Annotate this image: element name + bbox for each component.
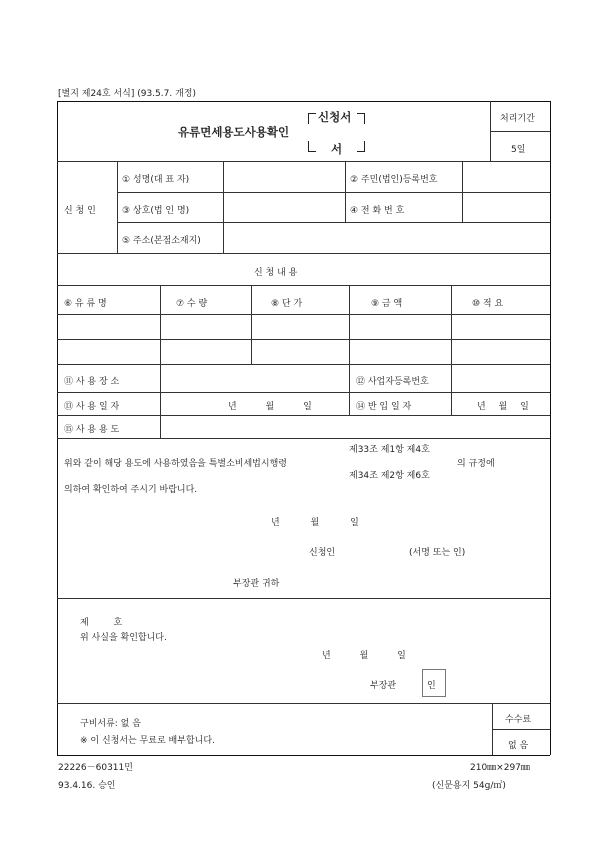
- processing-period-label: 처리기간: [500, 114, 535, 124]
- use-place-label: ⑪ 사 용 장 소: [64, 377, 120, 387]
- body-clause-2: 제34조 제2항 제6호: [349, 471, 430, 481]
- field-name-label: ① 성명(대 표 자): [122, 175, 190, 185]
- field-address-label: ⑤ 주소(본점소재지): [122, 236, 201, 246]
- bracket-bottom-left: [308, 141, 316, 152]
- confirm-number: 제 호: [80, 618, 123, 628]
- paper-type: (신문용지 54g/㎡): [432, 781, 506, 791]
- use-date-value: 년 월 일: [228, 402, 312, 412]
- fee-value: 없 음: [508, 741, 529, 751]
- title-document: 서: [331, 142, 343, 156]
- applicant-label: 신 청 인: [64, 206, 96, 216]
- outer-right-line: [550, 101, 551, 755]
- body-text-line2: 의하여 확인하여 주시기 바랍니다.: [64, 485, 198, 495]
- required-docs: 구비서류: 없 음: [80, 719, 141, 729]
- form-title: 유류면세용도사용확인: [178, 125, 290, 139]
- body-clause-1: 제33조 제1항 제4호: [349, 445, 430, 455]
- bracket-top-right: [357, 113, 365, 124]
- title-application: 신청서: [318, 110, 352, 124]
- bracket-top-left: [308, 113, 316, 124]
- form-reference: [별지 제24호 서식] (93.5.7. 개정): [58, 89, 196, 99]
- confirm-official: 부장관: [370, 681, 397, 691]
- col-unit-price: ⑧ 단 가: [271, 299, 303, 309]
- outer-left-line: [57, 101, 58, 755]
- body-date: 년 월 일: [271, 518, 359, 528]
- form-code: 22226－60311민: [58, 763, 133, 773]
- bracket-bottom-right: [357, 141, 365, 152]
- outer-top-line: [57, 101, 550, 102]
- processing-period-value: 5일: [511, 145, 526, 155]
- confirm-text: 위 사실을 확인합니다.: [80, 633, 167, 643]
- confirm-date: 년 월 일: [322, 651, 406, 661]
- body-addressee: 부장관 귀하: [233, 579, 280, 589]
- use-purpose-label: ⑮ 사 용 용 도: [64, 425, 120, 435]
- paper-size: 210㎜×297㎜: [470, 763, 530, 773]
- company-input[interactable]: [224, 193, 344, 221]
- field-phone-label: ④ 전 화 번 호: [350, 206, 405, 216]
- fee-label: 수수료: [505, 715, 532, 725]
- resident-no-input[interactable]: [463, 162, 549, 191]
- body-applicant: 신청인: [309, 548, 336, 558]
- approval-date: 93.4.16. 승인: [58, 781, 116, 791]
- col-remarks: ⑩ 적 요: [472, 299, 504, 309]
- address-input[interactable]: [224, 223, 549, 252]
- business-reg-no-label: ⑫ 사업자등록번호: [356, 377, 429, 387]
- content-header: 신 청 내 용: [254, 268, 298, 278]
- field-resident-no-label: ② 주민(법인)등록번호: [350, 175, 438, 185]
- import-date-value: 년 월 일: [477, 402, 529, 412]
- import-date-label: ⑭ 반 입 일 자: [356, 402, 412, 412]
- col-quantity: ⑦ 수 량: [176, 299, 208, 309]
- body-text-line1: 위와 같이 해당 용도에 사용하였음을 특별소비세법시행령: [64, 459, 287, 469]
- use-date-label: ⑬ 사 용 일 자: [64, 402, 120, 412]
- free-distribution-note: ※ 이 신청서는 무료로 배부합니다.: [80, 736, 215, 746]
- confirm-seal: 인: [427, 681, 436, 691]
- name-input[interactable]: [224, 162, 344, 191]
- field-company-label: ③ 상호(법 인 명): [122, 206, 190, 216]
- outer-bottom-line: [57, 755, 550, 756]
- phone-input[interactable]: [463, 193, 549, 221]
- col-amount: ⑨ 금 액: [371, 299, 403, 309]
- col-oil-name: ⑥ 유 류 명: [64, 299, 107, 309]
- body-sign-note: (서명 또는 인): [409, 548, 466, 558]
- body-text-suffix: 의 규정에: [457, 459, 495, 469]
